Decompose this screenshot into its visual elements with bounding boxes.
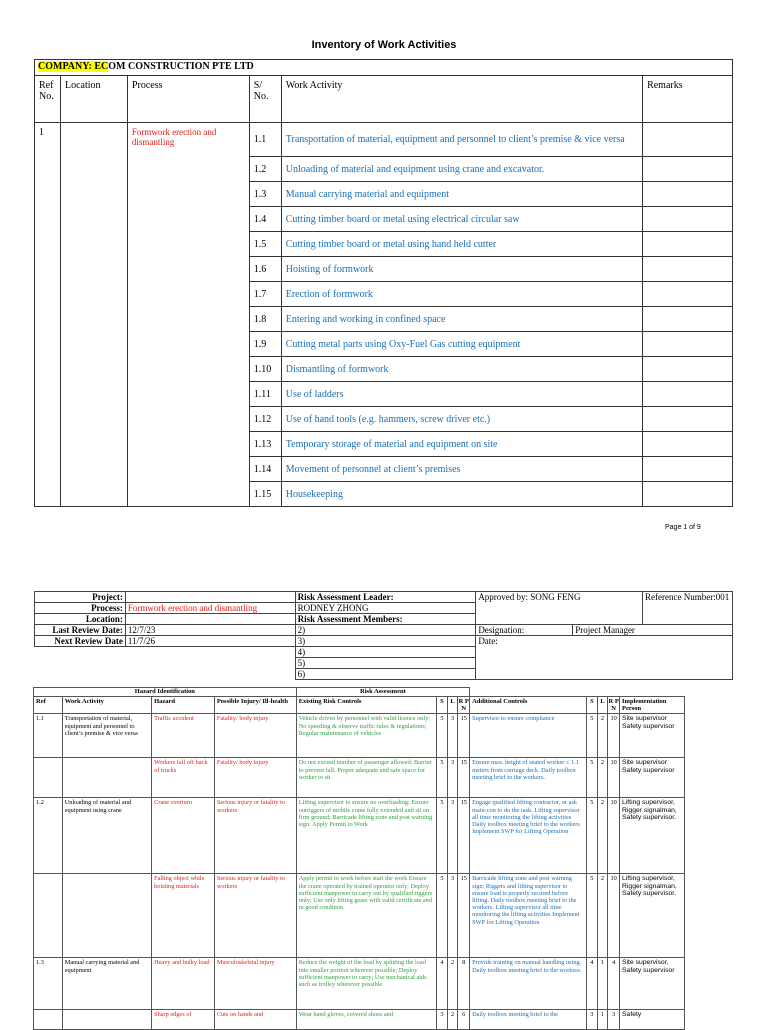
risk-s2: 4 [587,958,598,1010]
reference-number: Reference Number:001 [643,592,733,625]
risk-rpn: 6 [458,1010,470,1030]
risk-injury: Musculoskeletal injury [214,958,296,1010]
risk-work-activity [62,758,151,798]
process: Formwork erection and dismantling [127,123,249,507]
project-label: Project: [35,592,126,603]
col-work-activity: Work Activity [62,697,151,714]
blank-cell [125,647,295,658]
page-indicator: Page 1 of 9 [665,524,701,531]
risk-hazard: Sharp edges of [152,1010,215,1030]
risk-s2: 3 [587,1010,598,1030]
risk-s: 3 [437,1010,448,1030]
risk-s2: 5 [587,758,598,798]
risk-rpn2: 10 [608,874,620,958]
risk-injury: Serious injury or fatality to workers [214,798,296,874]
risk-row [34,874,685,958]
risk-l2: 1 [597,1010,608,1030]
activity-list [35,123,733,507]
activity-number: 1.4 [249,207,281,232]
col-activity: Work Activity [281,76,642,123]
risk-rpn2: 10 [608,798,620,874]
risk-hazard: Traffic accident [152,714,215,758]
risk-s2: 5 [587,874,598,958]
activity-remarks [643,207,733,232]
next-review-value: 11/7/26 [125,636,295,647]
blank-cell [35,669,126,680]
risk-rpn: 15 [458,798,470,874]
activity-text: Unloading of material and equipment using crane and excavator. [281,157,642,182]
risk-s2: 5 [587,798,598,874]
activity-text: Housekeeping [281,482,642,507]
risk-row [34,1010,685,1030]
col-hazard: Hazard [152,697,215,714]
members-label: Risk Assessment Members: [295,614,476,625]
member-6: 6) [295,669,476,680]
risk-injury: Fatality/ body injury [214,758,296,798]
activity-number: 1.12 [249,407,281,432]
risk-assessment-table [33,687,685,1030]
approved-by: Approved by: SONG FENG [476,592,643,625]
risk-rpn: 15 [458,758,470,798]
risk-implementation-person: Lifting supervisor, Rigger signalman, Safety supervisor. [620,874,685,958]
activity-number: 1.14 [249,457,281,482]
risk-work-activity: Unloading of material and equipment using crane [62,798,151,874]
risk-s2: 5 [587,714,598,758]
activity-remarks [643,332,733,357]
activity-text: Cutting timber board or metal using hand held cutter [281,232,642,257]
activity-remarks [643,482,733,507]
activity-remarks [643,282,733,307]
designation-value: Project Manager [573,625,733,636]
activity-text: Manual carrying material and equipment [281,182,642,207]
activity-text: Use of ladders [281,382,642,407]
activity-text: Transportation of material, equipment and personnel to client’s premise & vice versa [281,123,642,157]
blank-cell [35,658,126,669]
risk-existing-controls: Vehicle driven by personnel with valid licence only; No speeding & observe traffic rules & regulations; Regular maintenance of vehicles [296,714,436,758]
member-3: 3) [295,636,476,647]
activity-number: 1.15 [249,482,281,507]
risk-s: 5 [437,758,448,798]
risk-hazard: Falling object while hoisting materials [152,874,215,958]
risk-rpn: 15 [458,714,470,758]
activity-text: Hoisting of formwork [281,257,642,282]
assessment-header-table [34,591,733,680]
risk-injury: Cuts on hands and [214,1010,296,1030]
activity-text: Dismantling of formwork [281,357,642,382]
blank-cell [35,647,126,658]
company-rest: OM CONSTRUCTION PTE LTD [108,61,254,72]
col-sn: S/ No. [249,76,281,123]
risk-implementation-person: Safety [620,1010,685,1030]
risk-additional-controls: Supervisor to ensure compliance [470,714,587,758]
blank-cell [125,669,295,680]
leader-label: Risk Assessment Leader: [295,592,476,603]
risk-l: 2 [447,958,458,1010]
col-implementation-person: Implementation Person [620,697,685,714]
risk-rpn: 15 [458,874,470,958]
risk-existing-controls: Wear hand gloves, covered shoes and [296,1010,436,1030]
risk-rows [34,714,685,1030]
company-name [35,60,733,76]
blank-cell [125,658,295,669]
risk-implementation-person: Site supervisor Safety supervisor [620,714,685,758]
col-additional-controls: Additional Controls [470,697,587,714]
risk-s: 4 [437,958,448,1010]
risk-ref: 1.2 [34,798,63,874]
activity-remarks [643,257,733,282]
activity-text: Cutting timber board or metal using electrical circular saw [281,207,642,232]
hazard-identification-header: Hazard Identification [34,688,297,697]
col-rpn2: R P N [608,698,619,713]
risk-work-activity [62,874,151,958]
activity-text: Entering and working in confined space [281,307,642,332]
risk-row [34,758,685,798]
project-value [125,592,295,603]
col-l: L [447,697,458,714]
activity-number: 1.11 [249,382,281,407]
risk-rpn2: 10 [608,714,620,758]
blank-cell [470,688,685,697]
activity-text: Temporary storage of material and equipment on site [281,432,642,457]
location-label: Location: [35,614,126,625]
risk-row [34,798,685,874]
risk-l2: 2 [597,798,608,874]
risk-implementation-person: Site supervisor, Safety supervisor [620,958,685,1010]
activity-number: 1.5 [249,232,281,257]
col-process: Process [127,76,249,123]
risk-l: 3 [447,714,458,758]
col-ref: Ref [34,697,63,714]
activity-row [35,123,733,157]
activity-remarks [643,123,733,157]
last-review-value: 12/7/23 [125,625,295,636]
risk-l: 2 [447,1010,458,1030]
designation-label: Designation: [476,625,573,636]
activity-remarks [643,232,733,257]
risk-ref [34,1010,63,1030]
company-prefix: COMPANY: EC [38,61,109,72]
activity-number: 1.1 [249,123,281,157]
activity-remarks [643,357,733,382]
activity-remarks [643,182,733,207]
risk-rpn: 8 [458,958,470,1010]
risk-injury: Serious injury or fatality to workers [214,874,296,958]
risk-work-activity: Manual carrying material and equipment [62,958,151,1010]
risk-existing-controls: Lifting supervisor to ensure no overloading; Ensure outriggers of mobile crane fully extended and sit on firm ground; Barricade lifting zone and post warning sign. Apply Permit to Work [296,798,436,874]
risk-additional-controls: Barricade lifting zone and post warning sign; Riggers and lifting supervisor to ensure load is properly secured before lifting. Daily toolbox meeting brief to the workers. Lifting supervisor all time monitoring the lifting activities Implement SWP for Lifting Operation [470,874,587,958]
location [60,123,127,507]
risk-l2: 2 [597,874,608,958]
risk-rpn2: 4 [608,958,620,1010]
document-title: Inventory of Work Activities [311,39,457,51]
member-4: 4) [295,647,476,658]
risk-hazard: Workers fall off back of trucks [152,758,215,798]
ref-no: 1 [35,123,61,507]
risk-l: 3 [447,874,458,958]
inventory-table [34,59,733,507]
risk-hazard: Crane overturn [152,798,215,874]
risk-row [34,958,685,1010]
risk-ref: 1.1 [34,714,63,758]
risk-injury: Fatality/ body injury [214,714,296,758]
risk-additional-controls: Daily toolbox meeting brief to the [470,1010,587,1030]
activity-number: 1.2 [249,157,281,182]
risk-rpn2: 10 [608,758,620,798]
leader-name: RODNEY ZHONG [295,603,476,614]
risk-additional-controls: Engage qualified lifting contractor, or ask main-con to do the task. Lifting supervisor all time monitoring the lifting activities Daily toolbox meeting brief to the workers Implement SWP for Lifting Operation [470,798,587,874]
activity-text: Cutting metal parts using Oxy-Fuel Gas cutting equipment [281,332,642,357]
activity-remarks [643,307,733,332]
risk-rpn2: 3 [608,1010,620,1030]
member-5: 5) [295,658,476,669]
last-review-label: Last Review Date: [35,625,126,636]
risk-row [34,714,685,758]
risk-l2: 2 [597,714,608,758]
activity-remarks [643,407,733,432]
risk-work-activity [62,1010,151,1030]
risk-existing-controls: Do not exceed number of passenger allowed; Barrier to prevent fall; Proper adequate and safe space for worker to sit [296,758,436,798]
activity-remarks [643,457,733,482]
activity-number: 1.7 [249,282,281,307]
risk-l: 3 [447,758,458,798]
risk-s: 5 [437,714,448,758]
risk-work-activity: Transportation of material, equipment and personnel to client’s premise & vice versa [62,714,151,758]
risk-additional-controls: Ensure max. height of seated worker ≤ 1.1 meters from carriage deck. Daily toolbox meeting brief to the workers. [470,758,587,798]
activity-number: 1.10 [249,357,281,382]
activity-number: 1.6 [249,257,281,282]
risk-l2: 1 [597,958,608,1010]
risk-s: 5 [437,874,448,958]
col-location: Location [60,76,127,123]
col-s: S [437,697,448,714]
risk-implementation-person: Site supervisor Safety supervisor [620,758,685,798]
activity-text: Erection of formwork [281,282,642,307]
col-existing-controls: Existing Risk Controls [296,697,436,714]
risk-hazard: Heavy and bulky load [152,958,215,1010]
activity-remarks [643,432,733,457]
col-rpn: R P N [458,698,469,713]
process-label: Process: [35,603,126,614]
process-value: Formwork erection and dismantling [125,603,295,614]
next-review-label: Next Review Date [35,636,126,647]
activity-number: 1.8 [249,307,281,332]
risk-implementation-person: Lifting supervisor, Rigger signalman, Safety supervisor. [620,798,685,874]
risk-existing-controls: Reduce the weight of the load by splitting the load into smaller portion wherever possible; Deploy sufficient manpower to carry; Use mechanical aids such as trolley wherever possible [296,958,436,1010]
col-ref: Ref No. [35,76,61,123]
col-l2: L [597,697,608,714]
activity-number: 1.9 [249,332,281,357]
risk-ref [34,874,63,958]
risk-l: 3 [447,798,458,874]
activity-remarks [643,382,733,407]
col-remarks: Remarks [643,76,733,123]
activity-number: 1.3 [249,182,281,207]
activity-text: Movement of personnel at client’s premises [281,457,642,482]
activity-number: 1.13 [249,432,281,457]
activity-text: Use of hand tools (e.g. hammers, screw driver etc.) [281,407,642,432]
risk-s: 5 [437,798,448,874]
risk-ref [34,758,63,798]
risk-additional-controls: Provide training on manual handling using. Daily toolbox meeting brief to the workers. [470,958,587,1010]
risk-assessment-header: Risk Assessment [296,688,469,697]
location-value [125,614,295,625]
risk-existing-controls: Apply permit to work before start the work Ensure the crane operated by trained operator only; Deploy sufficient manpower to carry out by qualified riggers only; Use only lifting gears with valid certificate and in good condition. [296,874,436,958]
date-label: Date: [476,636,733,680]
member-2: 2) [295,625,476,636]
col-s2: S [587,697,598,714]
risk-l2: 2 [597,758,608,798]
col-injury: Possible Injury/ Ill-health [214,697,296,714]
risk-ref: 1.3 [34,958,63,1010]
activity-remarks [643,157,733,182]
